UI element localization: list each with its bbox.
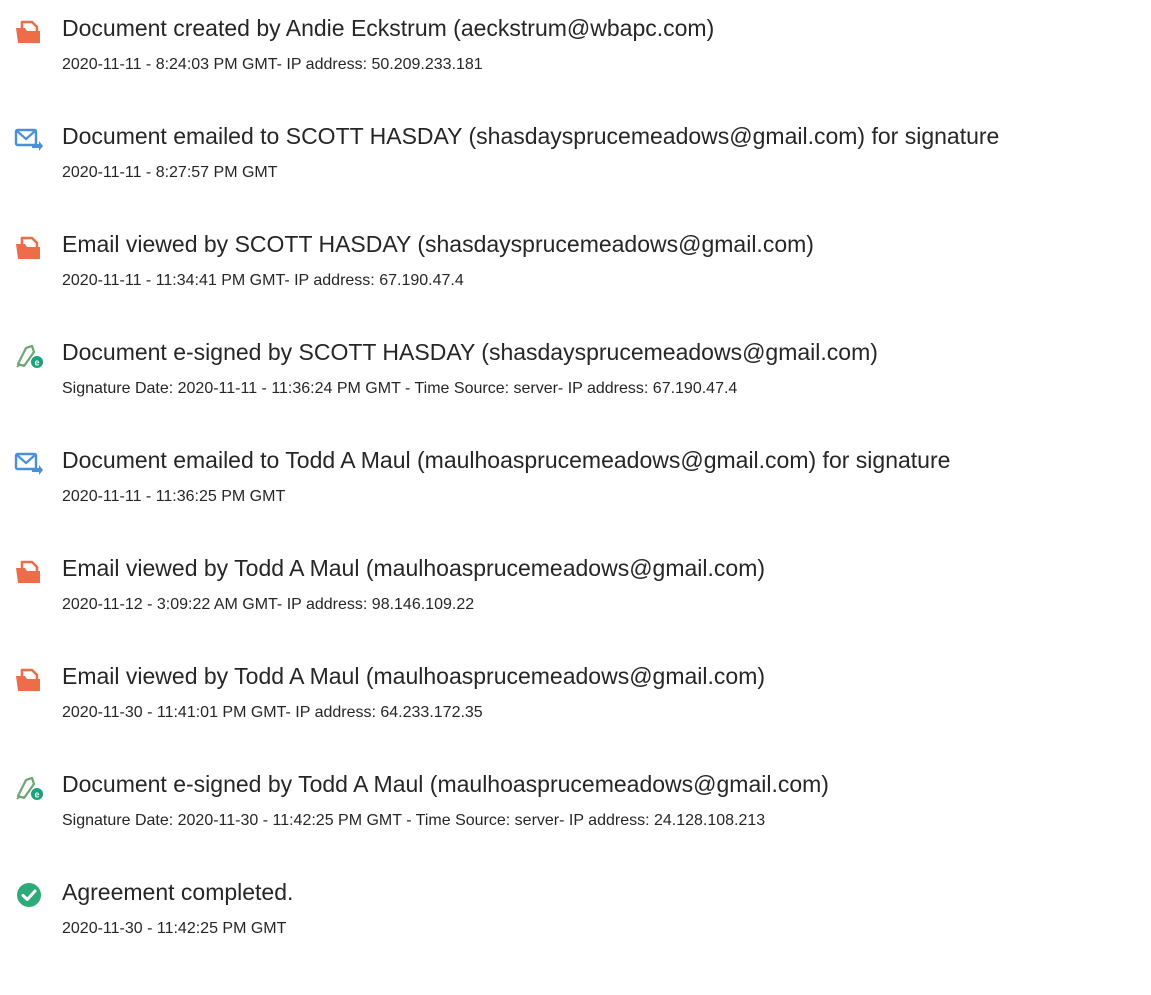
event-title: Document e-signed by SCOTT HASDAY (shasdaysprucemeadows@gmail.com) <box>62 339 878 365</box>
audit-event <box>0 878 1151 968</box>
event-detail: Signature Date: 2020-11-30 - 11:42:25 PM GMT - Time Source: server- IP address: 24.128.108.213 <box>62 812 766 829</box>
audit-event <box>0 230 1151 320</box>
e-signature-icon <box>14 772 44 802</box>
event-detail: 2020-11-11 - 11:34:41 PM GMT- IP address: 67.190.47.4 <box>62 272 464 289</box>
audit-event <box>0 14 1151 104</box>
email-viewed-icon-graphic <box>14 556 44 586</box>
email-viewed-icon <box>14 232 44 262</box>
event-title: Email viewed by Todd A Maul (maulhoasprucemeadows@gmail.com) <box>62 555 766 581</box>
audit-event <box>0 338 1151 428</box>
event-detail: 2020-11-30 - 11:42:25 PM GMT <box>62 920 287 937</box>
document-created-icon-graphic <box>14 16 44 46</box>
check-circle-icon-graphic <box>14 880 44 910</box>
event-detail: 2020-11-30 - 11:41:01 PM GMT- IP address: 64.233.172.35 <box>62 704 483 721</box>
event-detail: Signature Date: 2020-11-11 - 11:36:24 PM GMT - Time Source: server- IP address: 67.190.47.4 <box>62 380 738 397</box>
svg-text:e: e <box>34 789 40 800</box>
event-title: Email viewed by SCOTT HASDAY (shasdaysprucemeadows@gmail.com) <box>62 231 814 257</box>
email-sent-icon-graphic <box>14 448 44 478</box>
audit-event <box>0 662 1151 752</box>
email-viewed-icon <box>14 556 44 586</box>
event-title: Document created by Andie Eckstrum (aeckstrum@wbapc.com) <box>62 15 715 41</box>
audit-event <box>0 770 1151 860</box>
document-created-icon <box>14 16 44 46</box>
event-title: Email viewed by Todd A Maul (maulhoasprucemeadows@gmail.com) <box>62 663 766 689</box>
e-signature-icon-graphic <box>14 772 44 802</box>
audit-event <box>0 446 1151 536</box>
audit-event <box>0 122 1151 212</box>
check-circle-icon <box>14 880 44 910</box>
event-title: Document emailed to Todd A Maul (maulhoasprucemeadows@gmail.com) for signature <box>62 447 951 473</box>
email-viewed-icon-graphic <box>14 232 44 262</box>
email-sent-icon <box>14 124 44 154</box>
email-sent-icon-graphic <box>14 124 44 154</box>
event-detail: 2020-11-11 - 8:27:57 PM GMT <box>62 164 278 181</box>
e-signature-icon-graphic <box>14 340 44 370</box>
event-detail: 2020-11-11 - 8:24:03 PM GMT- IP address: 50.209.233.181 <box>62 56 483 73</box>
event-title: Agreement completed. <box>62 879 294 905</box>
svg-text:e: e <box>34 357 40 368</box>
e-signature-icon <box>14 340 44 370</box>
event-title: Document emailed to SCOTT HASDAY (shasdaysprucemeadows@gmail.com) for signature <box>62 123 1000 149</box>
event-detail: 2020-11-12 - 3:09:22 AM GMT- IP address: 98.146.109.22 <box>62 596 475 613</box>
email-sent-icon <box>14 448 44 478</box>
email-viewed-icon <box>14 664 44 694</box>
event-detail: 2020-11-11 - 11:36:25 PM GMT <box>62 488 286 505</box>
email-viewed-icon-graphic <box>14 664 44 694</box>
audit-event <box>0 554 1151 644</box>
event-title: Document e-signed by Todd A Maul (maulhoasprucemeadows@gmail.com) <box>62 771 829 797</box>
